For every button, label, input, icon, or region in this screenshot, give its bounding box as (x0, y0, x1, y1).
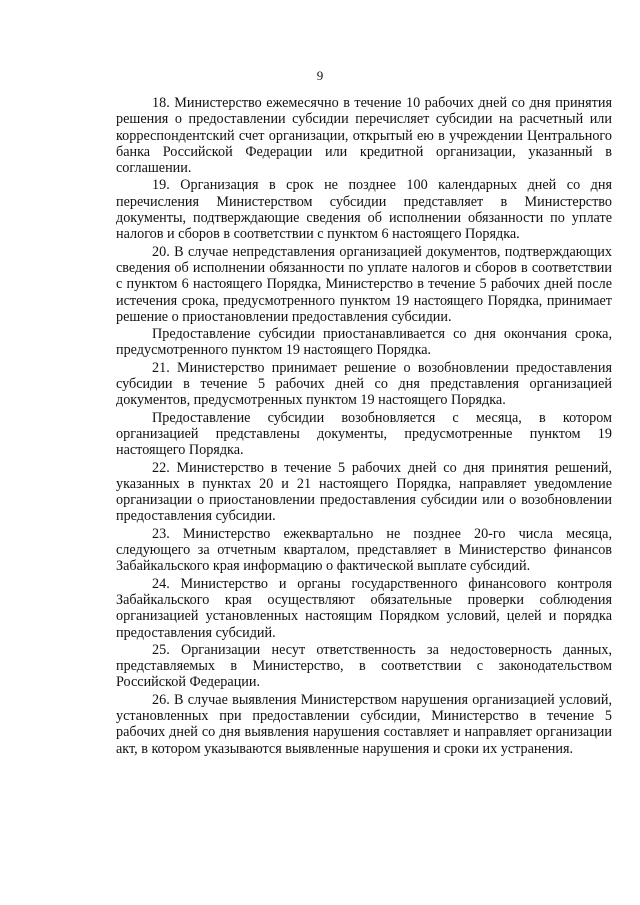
paragraph-26: 26. В случае выявления Министерством нарушения организацией условий, установленных при предоставлении субсидии, Министерство в течение 5 рабочих дней со дня выявления нарушения составляет и направляет организации акт, в котором указываются выявленные нарушения и сроки их устранения. (116, 691, 612, 757)
paragraph-21-continued: Предоставление субсидии возобновляется с месяца, в котором организацией представлены документы, предусмотренные пунктом 19 настоящего Порядка. (116, 409, 612, 459)
paragraph-22: 22. Министерство в течение 5 рабочих дней со дня принятия решений, указанных в пунктах 20 и 21 настоящего Порядка, направляет уведомление организации о приостановлении предоставления субсидии или о возобновлении предоставления субсидии. (116, 459, 612, 525)
page-number: 9 (316, 68, 324, 83)
paragraph-20: 20. В случае непредставления организацией документов, подтверждающих сведения об исполнении обязанности по уплате налогов и сборов в соответствии с пунктом 6 настоящего Порядка, Министерство в течение 5 рабочих дней после истечения срока, предусмотренного пунктом 19 настоящего Порядка, принимает решение о приостановлении предоставления субсидии. (116, 243, 612, 325)
paragraph-18: 18. Министерство ежемесячно в течение 10 рабочих дней со дня принятия решения о предоставлении субсидии перечисляет субсидии на расчетный или корреспондентский счет организации, открытый ею в учреждении Центрального банка Российской Федерации или кредитной организации, указанный в соглашении. (116, 95, 612, 177)
paragraph-21: 21. Министерство принимает решение о возобновлении предоставления субсидии в течение 5 рабочих дней со дня представления организацией документов, предусмотренных пунктом 19 настоящего Порядка. (116, 359, 612, 409)
paragraph-23: 23. Министерство ежеквартально не позднее 20-го числа месяца, следующего за отчетным кварталом, представляет в Министерство финансов Забайкальского края информацию о фактической выплате субсидий. (116, 525, 612, 575)
paragraph-20-continued: Предоставление субсидии приостанавливается со дня окончания срока, предусмотренного пунктом 19 настоящего Порядка. (116, 326, 612, 359)
document-body (116, 95, 612, 758)
paragraph-25: 25. Организации несут ответственность за недостоверность данных, представляемых в Министерство, в соответствии с законодательством Российской Федерации. (116, 641, 612, 691)
paragraph-19: 19. Организация в срок не позднее 100 календарных дней со дня перечисления Министерством субсидии представляет в Министерство документы, подтверждающие сведения об исполнении обязанности по уплате налогов и сборов в соответствии с пунктом 6 настоящего Порядка. (116, 177, 612, 243)
paragraph-24: 24. Министерство и органы государственного финансового контроля Забайкальского края осуществляют обязательные проверки соблюдения организацией установленных настоящим Порядком условий, целей и порядка предоставления субсидий. (116, 575, 612, 641)
